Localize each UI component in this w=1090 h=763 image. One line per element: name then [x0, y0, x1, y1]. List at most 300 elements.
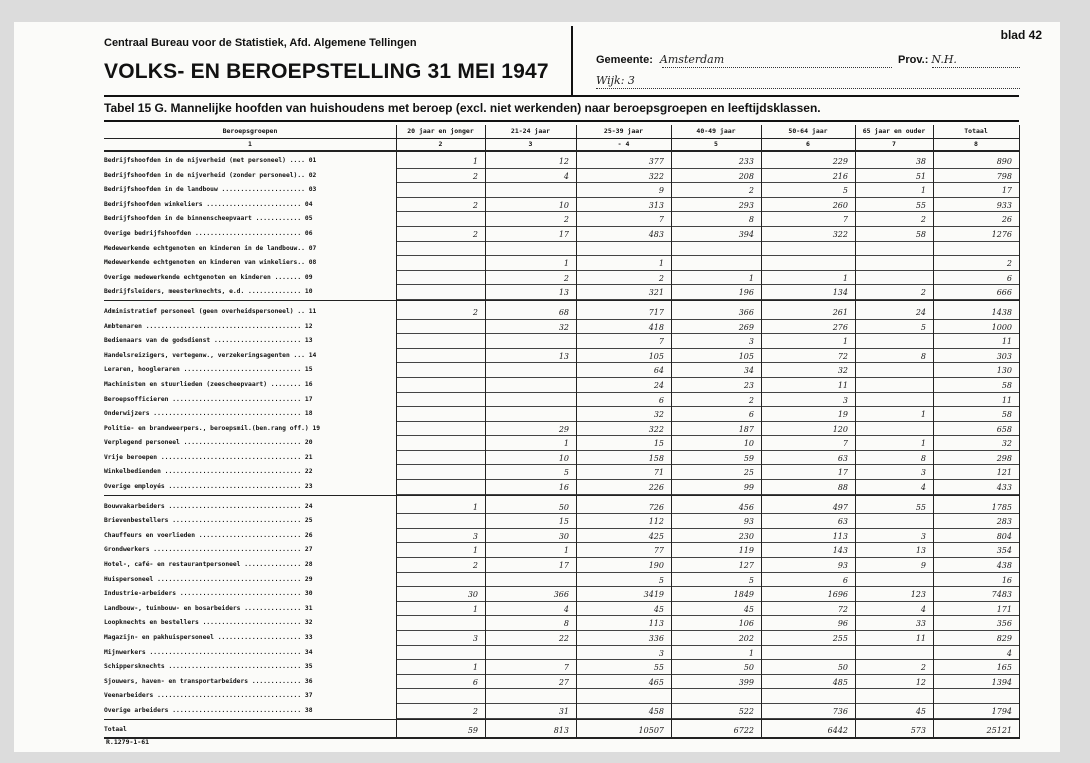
- table-cell: 4: [933, 646, 1019, 661]
- table-cell: [855, 422, 933, 437]
- table-cell: [485, 407, 576, 422]
- row-label: Chauffeurs en voerlieden ........................... 26: [104, 531, 313, 539]
- table-cell: 12: [485, 154, 576, 169]
- total-label: Totaal: [104, 725, 127, 733]
- table-cell: 483: [576, 227, 671, 242]
- table-cell: 31: [485, 704, 576, 719]
- table-cell: 4: [485, 169, 576, 184]
- table-cell: 32: [761, 363, 855, 378]
- table-cell: 394: [671, 227, 761, 242]
- table-cell: 322: [576, 422, 671, 437]
- table-cell: 1438: [933, 305, 1019, 320]
- column-header-row: [104, 125, 1019, 138]
- table-cell: 322: [576, 169, 671, 184]
- table-cell: [485, 393, 576, 408]
- table-bottom-rule: [104, 737, 1019, 739]
- table-cell: [485, 378, 576, 393]
- table-cell: 2: [671, 393, 761, 408]
- table-cell: 17: [933, 183, 1019, 198]
- table-cell: 25121: [986, 725, 1012, 735]
- table-cell: 25: [671, 465, 761, 480]
- table-cell: 6: [761, 573, 855, 588]
- row-label: Bedrijfshoofden in de binnenscheepvaart ............ 05: [104, 215, 313, 223]
- row-label: Overige arbeiders .................................. 38: [104, 706, 313, 714]
- table-cell: 190: [576, 558, 671, 573]
- table-cell: 366: [671, 305, 761, 320]
- table-cell: [933, 242, 1019, 257]
- census-title: VOLKS- EN BEROEPSTELLING 31 MEI 1947: [104, 60, 549, 83]
- table-cell: 8: [855, 451, 933, 466]
- table-cell: 3: [396, 631, 485, 646]
- table-cell: 7483: [933, 587, 1019, 602]
- table-cell: 3: [396, 529, 485, 544]
- table-cell: 433: [933, 480, 1019, 495]
- row-label: Overige bedrijfshoofden ............................ 06: [104, 229, 313, 237]
- row-label: Overige medewerkende echtgenoten en kinderen ....... 09: [104, 273, 313, 281]
- column-number: 2: [438, 140, 443, 148]
- table-cell: 96: [761, 616, 855, 631]
- total-row: [104, 723, 1019, 738]
- table-cell: 3: [761, 393, 855, 408]
- table-cell: 666: [933, 285, 1019, 300]
- table-cell: 202: [671, 631, 761, 646]
- table-cell: [396, 465, 485, 480]
- table-cell: 23: [671, 378, 761, 393]
- table-cell: 1: [761, 271, 855, 286]
- table-cell: 16: [933, 573, 1019, 588]
- row-label: Administratief personeel (geen overheidspersoneel) .. 11: [104, 307, 317, 315]
- table-cell: 313: [576, 198, 671, 213]
- table-cell: 105: [671, 349, 761, 364]
- table-cell: 1: [396, 660, 485, 675]
- table-cell: 1696: [761, 587, 855, 602]
- table-cell: 1: [761, 334, 855, 349]
- table-row: [104, 334, 1019, 349]
- table-row: [104, 514, 1019, 529]
- table-row: [104, 616, 1019, 631]
- table-cell: 64: [576, 363, 671, 378]
- row-label: Bedienaars van de godsdienst ....................... 13: [104, 337, 313, 345]
- table-cell: 298: [933, 451, 1019, 466]
- table-cell: 55: [855, 500, 933, 515]
- table-cell: 2: [396, 169, 485, 184]
- table-row: [104, 183, 1019, 198]
- table-cell: [396, 320, 485, 335]
- prov-label: Prov.:: [898, 54, 929, 66]
- table-cell: 2: [396, 198, 485, 213]
- table-cell: 113: [576, 616, 671, 631]
- column-divider: [761, 125, 762, 739]
- header-divider: [571, 26, 573, 96]
- table-cell: [396, 393, 485, 408]
- column-divider: [855, 125, 856, 739]
- table-row: [104, 675, 1019, 690]
- table-cell: [396, 242, 485, 257]
- form-code: R.1279-1-61: [106, 738, 150, 746]
- table-row: [104, 363, 1019, 378]
- table-cell: 336: [576, 631, 671, 646]
- table-cell: 5: [761, 183, 855, 198]
- table-cell: 260: [761, 198, 855, 213]
- table-cell: 93: [761, 558, 855, 573]
- table-cell: [396, 349, 485, 364]
- row-label: Brievenbestellers .................................. 25: [104, 517, 313, 525]
- table-cell: 165: [933, 660, 1019, 675]
- table-row: [104, 529, 1019, 544]
- row-label: Veenarbeiders ...................................... 37: [104, 692, 313, 700]
- column-divider: [933, 125, 934, 739]
- table-cell: [761, 689, 855, 704]
- table-cell: 1: [396, 543, 485, 558]
- table-cell: 11: [933, 334, 1019, 349]
- table-cell: 465: [576, 675, 671, 690]
- table-cell: 4: [855, 602, 933, 617]
- wijk-dotline: [596, 88, 1020, 89]
- table-cell: [855, 646, 933, 661]
- table-cell: [855, 242, 933, 257]
- row-label: Schippersknechts ................................... 35: [104, 663, 313, 671]
- table-cell: 6722: [733, 725, 754, 735]
- table-cell: 119: [671, 543, 761, 558]
- table-cell: 322: [761, 227, 855, 242]
- table-cell: 59: [671, 451, 761, 466]
- table-cell: 13: [485, 285, 576, 300]
- table-cell: 736: [761, 704, 855, 719]
- table-cell: 293: [671, 198, 761, 213]
- row-label: Bedrijfshoofden in de landbouw ...................... 03: [104, 186, 317, 194]
- page-number: blad 42: [1000, 28, 1042, 42]
- table-top-rule: [104, 120, 1019, 122]
- table-cell: 13: [855, 543, 933, 558]
- gemeente-field: [596, 53, 724, 66]
- table-cell: 269: [671, 320, 761, 335]
- row-label: Medewerkende echtgenoten en kinderen van winkeliers.. 08: [104, 259, 317, 267]
- row-label: Bedrijfsleiders, meesterknechts, e.d. .............. 10: [104, 288, 313, 296]
- column-number: 6: [806, 140, 810, 148]
- table-row: [104, 378, 1019, 393]
- row-label: Mijnwerkers ........................................ 34: [104, 648, 313, 656]
- table-cell: 3: [576, 646, 671, 661]
- table-cell: 17: [485, 558, 576, 573]
- table-cell: 354: [933, 543, 1019, 558]
- table-cell: 2: [396, 227, 485, 242]
- table-cell: 11: [855, 631, 933, 646]
- prov-dotline: [932, 67, 1020, 68]
- table-cell: 171: [933, 602, 1019, 617]
- table-cell: 9: [576, 183, 671, 198]
- table-cell: 6: [671, 407, 761, 422]
- table-cell: 32: [933, 436, 1019, 451]
- table-cell: 6: [933, 271, 1019, 286]
- column-header: Totaal: [964, 127, 988, 135]
- table-cell: 261: [761, 305, 855, 320]
- table-cell: 4: [855, 480, 933, 495]
- column-number: 7: [892, 140, 896, 148]
- table-cell: 58: [933, 378, 1019, 393]
- column-header: 50-64 jaar: [788, 127, 828, 135]
- row-label: Winkelbedienden .................................... 22: [104, 468, 313, 476]
- table-cell: 10: [485, 451, 576, 466]
- table-cell: [396, 212, 485, 227]
- table-row: [104, 169, 1019, 184]
- table-cell: 45: [671, 602, 761, 617]
- table-row: [104, 305, 1019, 320]
- table-cell: 68: [485, 305, 576, 320]
- table-cell: [396, 183, 485, 198]
- table-cell: 813: [553, 725, 569, 735]
- table-cell: 55: [855, 198, 933, 213]
- census-table: [104, 125, 1019, 739]
- table-cell: 399: [671, 675, 761, 690]
- row-label: Landbouw-, tuinbouw- en bosarbeiders ............... 31: [104, 604, 313, 612]
- table-cell: 1: [855, 407, 933, 422]
- table-cell: 1: [855, 183, 933, 198]
- column-header: 40-49 jaar: [696, 127, 736, 135]
- table-cell: [855, 573, 933, 588]
- table-cell: 2: [396, 305, 485, 320]
- column-divider: [671, 125, 672, 739]
- table-cell: 3: [855, 465, 933, 480]
- table-cell: 13: [485, 349, 576, 364]
- table-row: [104, 393, 1019, 408]
- table-cell: 216: [761, 169, 855, 184]
- row-label: Loopknechts en bestellers .......................... 32: [104, 619, 313, 627]
- table-cell: 726: [576, 500, 671, 515]
- table-cell: 3: [671, 334, 761, 349]
- table-cell: 30: [485, 529, 576, 544]
- table-cell: 7: [761, 212, 855, 227]
- table-cell: [396, 378, 485, 393]
- table-cell: 1794: [933, 704, 1019, 719]
- table-cell: 497: [761, 500, 855, 515]
- table-cell: 1: [396, 154, 485, 169]
- table-cell: 127: [671, 558, 761, 573]
- table-cell: 5: [576, 573, 671, 588]
- table-cell: 230: [671, 529, 761, 544]
- table-cell: 458: [576, 704, 671, 719]
- table-cell: 10: [671, 436, 761, 451]
- table-cell: 10: [485, 198, 576, 213]
- table-cell: 276: [761, 320, 855, 335]
- row-label: Bedrijfshoofden in de nijverheid (met personeel) .... 01: [104, 157, 317, 164]
- table-row: [104, 602, 1019, 617]
- table-cell: [671, 242, 761, 257]
- row-label: Verplegend personeel ............................... 20: [104, 439, 313, 447]
- column-number: 3: [528, 140, 533, 148]
- table-cell: 1849: [671, 587, 761, 602]
- table-cell: [396, 480, 485, 495]
- table-cell: 27: [485, 675, 576, 690]
- table-cell: 8: [671, 212, 761, 227]
- table-cell: 45: [576, 602, 671, 617]
- row-label: Vrije beroepen ..................................... 21: [104, 453, 313, 461]
- table-cell: 106: [671, 616, 761, 631]
- table-cell: 303: [933, 349, 1019, 364]
- table-cell: [485, 183, 576, 198]
- table-cell: [485, 646, 576, 661]
- header-rule: [104, 95, 1019, 97]
- table-cell: 829: [933, 631, 1019, 646]
- table-title: Tabel 15 G. Mannelijke hoofden van huishoudens met beroep (excl. niet werkenden) naar beroepsgroepen en leeftijdsklassen.: [104, 101, 821, 115]
- table-cell: [396, 285, 485, 300]
- table-row: [104, 704, 1019, 719]
- column-header: Beroepsgroepen: [222, 127, 278, 135]
- table-cell: [396, 616, 485, 631]
- organization-line: Centraal Bureau voor de Statistiek, Afd. Algemene Tellingen: [104, 37, 417, 49]
- table-cell: 187: [671, 422, 761, 437]
- table-row: [104, 465, 1019, 480]
- table-cell: 11: [933, 393, 1019, 408]
- table-cell: [485, 242, 576, 257]
- table-cell: 121: [933, 465, 1019, 480]
- table-cell: 5: [671, 573, 761, 588]
- column-number-rule: [104, 150, 1019, 152]
- table-cell: 30: [396, 587, 485, 602]
- document-sheet: [14, 22, 1060, 752]
- table-cell: 3: [855, 529, 933, 544]
- table-cell: [855, 514, 933, 529]
- table-cell: 58: [933, 407, 1019, 422]
- table-row: [104, 480, 1019, 495]
- table-cell: 55: [576, 660, 671, 675]
- table-cell: 933: [933, 198, 1019, 213]
- row-label: Medewerkende echtgenoten en kinderen in de landbouw.. 07: [104, 244, 317, 252]
- table-cell: [671, 689, 761, 704]
- table-cell: 2: [396, 704, 485, 719]
- table-cell: [396, 646, 485, 661]
- table-cell: [855, 334, 933, 349]
- table-cell: 1000: [933, 320, 1019, 335]
- table-row: [104, 660, 1019, 675]
- table-cell: [485, 689, 576, 704]
- table-cell: [761, 646, 855, 661]
- table-cell: [396, 689, 485, 704]
- table-cell: 1: [485, 543, 576, 558]
- column-header: 65 jaar en ouder: [862, 127, 926, 135]
- table-cell: 63: [761, 451, 855, 466]
- table-cell: [396, 256, 485, 271]
- table-cell: 7: [576, 212, 671, 227]
- table-cell: [396, 573, 485, 588]
- table-cell: 4: [485, 602, 576, 617]
- table-cell: 50: [671, 660, 761, 675]
- table-cell: 38: [855, 154, 933, 169]
- row-label: Handelsreizigers, vertegenw., verzekeringsagenten ... 14: [104, 351, 317, 359]
- column-divider: [576, 125, 577, 739]
- table-cell: [396, 514, 485, 529]
- table-cell: 1785: [933, 500, 1019, 515]
- column-number: 8: [974, 140, 978, 148]
- table-cell: 2: [396, 558, 485, 573]
- table-cell: [485, 573, 576, 588]
- column-header: 20 jaar en jonger: [407, 127, 474, 135]
- table-cell: 6: [396, 675, 485, 690]
- table-cell: 24: [855, 305, 933, 320]
- row-label: Magazijn- en pakhuispersoneel ...................... 33: [104, 634, 313, 641]
- table-cell: 93: [671, 514, 761, 529]
- gemeente-value: Amsterdam: [659, 53, 725, 66]
- table-row: [104, 198, 1019, 213]
- table-row: [104, 154, 1019, 169]
- table-cell: 2: [933, 256, 1019, 271]
- table-row: [104, 349, 1019, 364]
- table-cell: 26: [933, 212, 1019, 227]
- table-cell: 890: [933, 154, 1019, 169]
- table-cell: 17: [485, 227, 576, 242]
- table-cell: 1: [396, 500, 485, 515]
- table-cell: 226: [576, 480, 671, 495]
- table-cell: 1276: [933, 227, 1019, 242]
- table-cell: 1: [396, 602, 485, 617]
- table-cell: [671, 256, 761, 271]
- row-label: Ambtenaren ......................................... 12: [104, 322, 313, 330]
- table-row: [104, 422, 1019, 437]
- table-cell: 15: [485, 514, 576, 529]
- table-cell: 112: [576, 514, 671, 529]
- table-cell: 123: [855, 587, 933, 602]
- table-cell: 456: [671, 500, 761, 515]
- column-header: 25-39 jaar: [603, 127, 644, 135]
- table-cell: [576, 689, 671, 704]
- table-cell: 1: [576, 256, 671, 271]
- table-cell: 6: [576, 393, 671, 408]
- table-cell: 438: [933, 558, 1019, 573]
- table-cell: 143: [761, 543, 855, 558]
- table-cell: [396, 271, 485, 286]
- table-cell: [761, 242, 855, 257]
- table-cell: 50: [761, 660, 855, 675]
- table-cell: 7: [485, 660, 576, 675]
- prov-field: [898, 53, 957, 66]
- table-cell: 17: [761, 465, 855, 480]
- row-label: Industrie-arbeiders ................................ 30: [104, 590, 313, 598]
- table-cell: 2: [576, 271, 671, 286]
- table-cell: 50: [485, 500, 576, 515]
- table-cell: 130: [933, 363, 1019, 378]
- table-cell: 2: [485, 212, 576, 227]
- row-label: Sjouwers, haven- en transportarbeiders ............. 36: [104, 677, 313, 685]
- row-label: Grondwerkers ....................................... 27: [104, 546, 313, 554]
- table-cell: 8: [485, 616, 576, 631]
- table-cell: 158: [576, 451, 671, 466]
- table-cell: 5: [855, 320, 933, 335]
- table-row: [104, 212, 1019, 227]
- table-cell: 22: [485, 631, 576, 646]
- table-cell: 1: [485, 256, 576, 271]
- table-cell: 798: [933, 169, 1019, 184]
- table-cell: 1: [671, 646, 761, 661]
- table-cell: 321: [576, 285, 671, 300]
- table-cell: 120: [761, 422, 855, 437]
- table-cell: 33: [855, 616, 933, 631]
- row-label: Bedrijfshoofden in de nijverheid (zonder personeel).. 02: [104, 171, 317, 179]
- table-cell: [396, 422, 485, 437]
- table-cell: 113: [761, 529, 855, 544]
- table-row: [104, 242, 1019, 257]
- table-row: [104, 451, 1019, 466]
- table-row: [104, 573, 1019, 588]
- row-label: Onderwijzers ....................................... 18: [104, 410, 313, 418]
- table-cell: [396, 407, 485, 422]
- table-cell: 658: [933, 422, 1019, 437]
- table-cell: 63: [761, 514, 855, 529]
- row-label: Huispersoneel ...................................... 29: [104, 575, 313, 583]
- table-cell: 19: [761, 407, 855, 422]
- table-cell: 377: [576, 154, 671, 169]
- row-label: Bouwvakarbeiders ................................... 24: [104, 502, 313, 510]
- table-cell: 233: [671, 154, 761, 169]
- table-cell: [855, 378, 933, 393]
